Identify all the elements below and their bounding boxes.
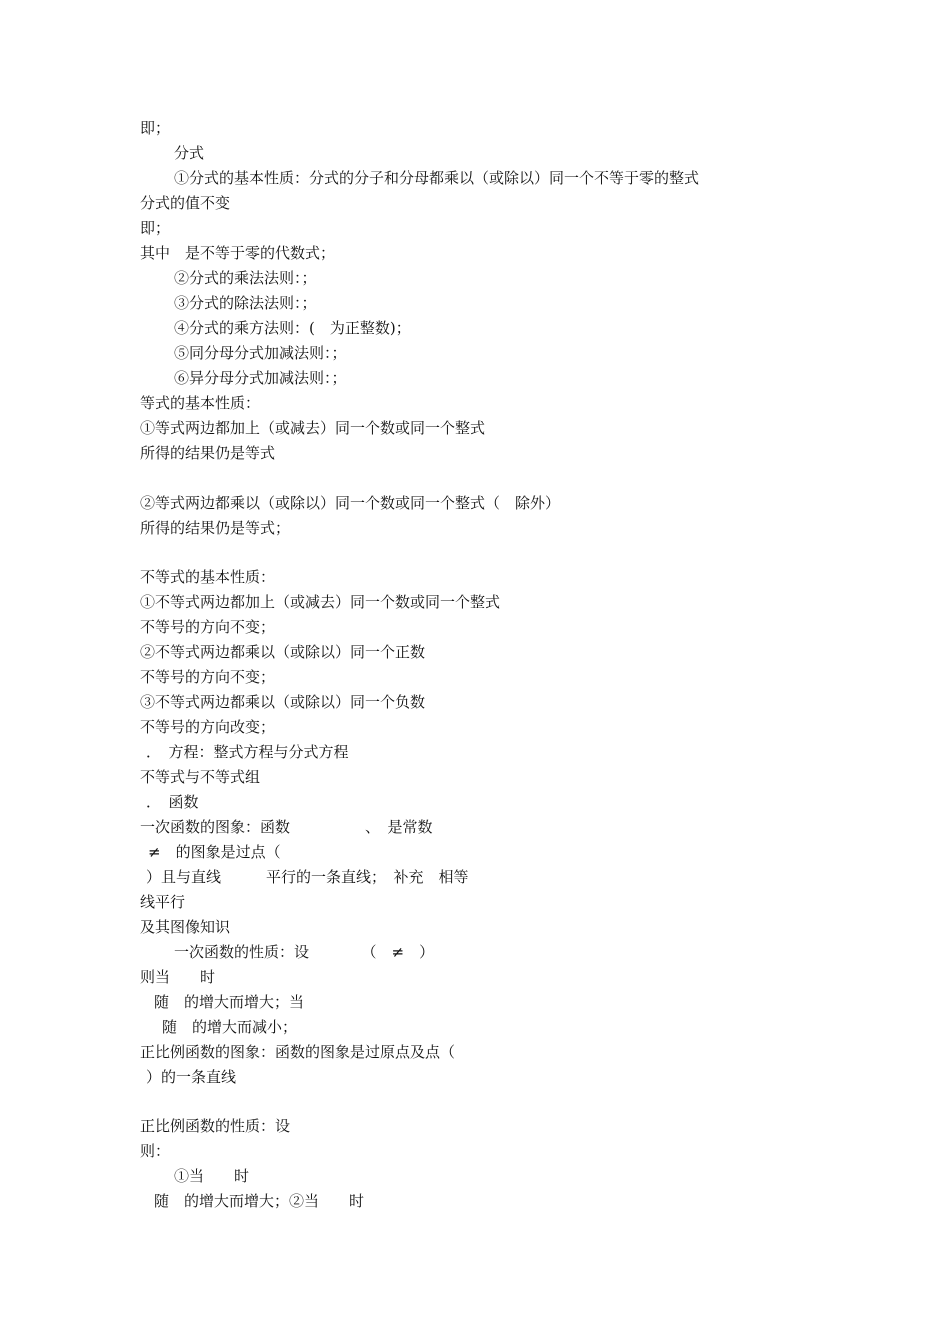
text-line: ①不等式两边都加上（或减去）同一个数或同一个整式 [140,593,501,611]
text-line: 正比例函数的性质：设 [140,1117,291,1135]
text-line: ②不等式两边都乘以（或除以）同一个正数 [140,643,426,661]
text-line: 一次函数的性质：设 （ ≠ ） [174,943,435,961]
text-line: ②等式两边都乘以（或除以）同一个数或同一个整式（ 除外） [140,494,561,512]
text-line: 线平行 [140,893,186,911]
text-line: ⑤同分母分式加减法则：； [174,344,347,362]
text-line: 不等号的方向不变； [140,618,276,636]
text-line: 所得的结果仍是等式 [140,444,276,462]
text-line: 正比例函数的图象：函数的图象是过原点及点（ [140,1043,456,1061]
text-line: 及其图像知识 [140,918,231,936]
text-line: 则： [140,1142,171,1160]
text-line: 即； [140,219,171,237]
text-line: 一次函数的图象：函数 、 是常数 [140,818,433,836]
text-line: ①分式的基本性质：分式的分子和分母都乘以（或除以）同一个不等于零的整式 [174,169,700,187]
text-line: ②分式的乘法法则：； [174,269,317,287]
text-line: 随 的增大而减小； [162,1018,298,1036]
section-heading: 等式的基本性质： [140,394,261,412]
section-heading: 不等式的基本性质： [140,568,276,586]
text-line: 其中 是不等于零的代数式； [140,244,336,262]
section-heading: 不等式与不等式组 [140,768,261,786]
text-line: 不等号的方向改变； [140,718,276,736]
text-line: 所得的结果仍是等式； [140,519,291,537]
text-line: 分式的值不变 [140,194,231,212]
text-line: 则当 时 [140,968,216,986]
text-line: ≠ 的图象是过点（ [148,843,281,861]
text-line: ⑥异分母分式加减法则：； [174,369,347,387]
text-line: ③分式的除法法则：； [174,294,317,312]
text-line: ①等式两边都加上（或减去）同一个数或同一个整式 [140,419,486,437]
text-line: ）的一条直线 [146,1068,237,1086]
text-line: ④分式的乘方法则：( 为正整数)； [174,319,411,337]
text-line: 即； [140,119,171,137]
text-line: ③不等式两边都乘以（或除以）同一个负数 [140,693,426,711]
text-line: 随 的增大而增大；当 [154,993,305,1011]
section-heading: ． 函数 [146,793,199,811]
text-line: ①当 时 [174,1167,250,1185]
text-line: ）且与直线 平行的一条直线； 补充 相等 [146,868,469,886]
text-line: 随 的增大而增大；②当 时 [154,1192,365,1210]
section-heading: 分式 [174,144,205,162]
section-heading: ． 方程：整式方程与分式方程 [146,743,349,761]
text-line: 不等号的方向不变； [140,668,276,686]
